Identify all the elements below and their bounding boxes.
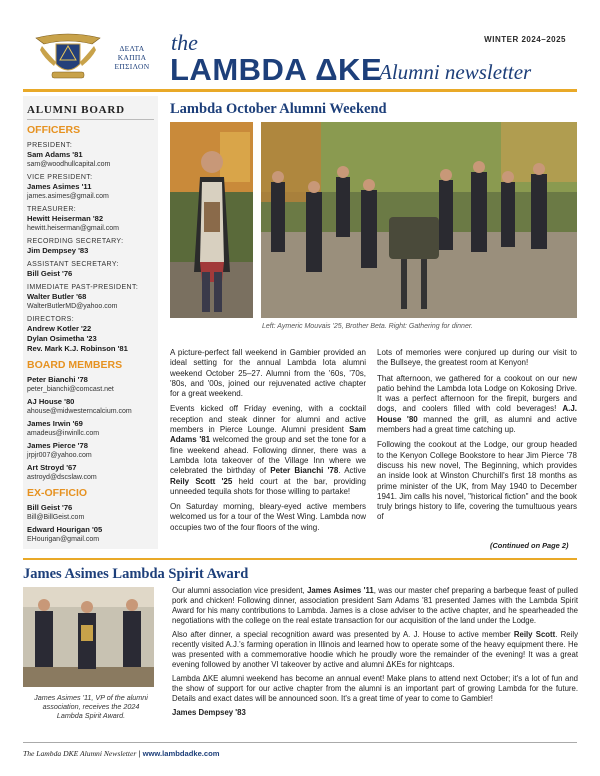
paragraph: Events kicked off Friday evening, with a cocktail reception and steak dinner for alumni and active members in Pierce Lounge. Alumni president Sam Adams '81 welcomed the group and set the tone for a fine weekend ahead. Following dinner, there was a Lambda Iota takeover of the Village Inn where we celebrated the birthday of Peter Bianchi '78. Active Reily Scott '25 held court at the bar, providing unneeded tequila shots for those willing to partake! <box>170 404 367 496</box>
ex-officio-name: Bill Geist '76 <box>27 503 73 512</box>
paragraph: Lots of memories were conjured up during our visit to the Bullseye, the greatest room at Kenyon! <box>377 348 577 368</box>
weekend-photo-caption: Left: Aymeric Mouvais '25, Brother Beta. Right: Gathering for dinner. <box>262 323 473 330</box>
officer-name: Jim Dempsey '83 <box>27 246 89 255</box>
weekend-column-1 <box>170 348 366 538</box>
board-member-name: AJ House '80 <box>27 397 75 406</box>
section-divider <box>23 558 577 560</box>
officer-role: RECORDING SECRETARY: <box>27 238 124 245</box>
masthead-divider <box>23 89 577 92</box>
alumni-board-sidebar <box>23 96 158 549</box>
masthead-title: LAMBDA ΔKE <box>170 52 383 87</box>
officer-role: IMMEDIATE PAST-PRESIDENT: <box>27 284 139 291</box>
photo-aymeric-mouvais <box>170 122 253 318</box>
highlighted-name: A.J. House '80 <box>377 404 577 424</box>
continued-on-page-2: (Continued on Page 2) <box>490 541 569 550</box>
officer-email[interactable]: james.asimes@gmail.com <box>27 193 109 200</box>
fraternity-crest-logo <box>32 32 104 82</box>
officer-role: ASSISTANT SECRETARY: <box>27 261 119 268</box>
masthead-the: the <box>171 30 198 55</box>
officer-email[interactable]: hewitt.heiserman@gmail.com <box>27 225 119 232</box>
officer-name: Bill Geist '76 <box>27 269 73 278</box>
photo-gathering-for-dinner <box>261 122 577 318</box>
officer-role: TREASURER: <box>27 206 77 213</box>
masthead-subtitle: Alumni newsletter <box>379 60 532 84</box>
ex-officio-heading: EX-OFFICIO <box>27 487 88 499</box>
footer-website-link[interactable]: www.lambdadke.com <box>142 749 220 758</box>
director-name: Dylan Osimetha '23 <box>27 334 97 343</box>
highlighted-name: James Asimes '11 <box>307 586 374 595</box>
paragraph: On Saturday morning, bleary-eyed active members welcomed us for a tour of the West Wing. Lambda now occupies two of the four floors of the wing. <box>170 502 366 532</box>
board-member-email[interactable]: ahouse@midwesterncalcium.com <box>27 408 132 415</box>
sidebar-heading: ALUMNI BOARD <box>27 100 154 120</box>
crest-greek-text: ΔΕΛΤΑ ΚΑΠΠΑ ΕΠΣΙΛΟΝ <box>114 44 150 71</box>
photo-award-presentation <box>23 587 154 687</box>
board-members-heading: BOARD MEMBERS <box>27 359 123 371</box>
footer-separator: | <box>138 749 141 758</box>
paragraph: Lambda ΔKE alumni weekend has become an annual event! Make plans to attend next October; it's a lot of fun and the show of support for our active chapter from the alumni is an important part of growing Lambda for the future. Details and exact dates will be announced soon. It's a great time of year to come to Gambier! <box>172 674 578 703</box>
board-member-email[interactable]: astroyd@dscslaw.com <box>27 474 97 481</box>
director-name: Rev. Mark K.J. Robinson '81 <box>27 344 128 353</box>
highlighted-name: Peter Bianchi '78 <box>270 466 339 476</box>
board-member-name: James Pierce '78 <box>27 441 88 450</box>
paragraph: Following the cookout at the Lodge, our group headed to the Kenyon College Bookstore to hear Jim Pierce '78 discuss his new novel, The Beginning, which provides an inside look at Winston Churchill's first 18 months as prime minister of the UK, from May 1940 to December 1941. Jim calls his novel, "historical fiction" and the book truly brings history to life, covering the tumultuous years of <box>377 440 578 522</box>
officer-role: PRESIDENT: <box>27 142 73 149</box>
paragraph: Also after dinner, a special recognition award was presented by A. J. House to active member Reily Scott. Reily recently visited A.J.'s farming operation in Illinois and learned how to operate some of the heavy equipment there. He was presented with a commemorative hoodie which he proudly wore the remainder of the evening! It was a great evening followed by another VI takeover by active and alumni ΔKEs for nightcaps. <box>172 630 578 669</box>
award-article <box>172 586 578 722</box>
footer-publication: The Lambda DKE Alumni Newsletter <box>23 749 137 758</box>
ex-officio-email[interactable]: EHourigan@gmail.com <box>27 536 100 543</box>
highlighted-name: Sam Adams '81 <box>170 425 366 445</box>
officer-name: Sam Adams '81 <box>27 150 83 159</box>
footer <box>23 749 220 758</box>
author-signature: James Dempsey '83 <box>172 708 246 717</box>
issue-date: WINTER 2024–2025 <box>484 35 566 44</box>
officer-name: Hewitt Heiserman '82 <box>27 214 104 223</box>
ex-officio-name: Edward Hourigan '05 <box>27 525 103 534</box>
officer-name: Walter Butler '68 <box>27 292 87 301</box>
footer-divider <box>23 742 577 743</box>
officer-email[interactable]: sam@woodhullcapital.com <box>27 161 111 168</box>
weekend-section-title: Lambda October Alumni Weekend <box>170 101 387 117</box>
director-name: Andrew Kotler '22 <box>27 324 92 333</box>
board-member-email[interactable]: amadeus@irwinllc.com <box>27 430 100 437</box>
officers-heading: OFFICERS <box>27 124 81 136</box>
highlighted-name: Reily Scott '25 <box>170 476 233 486</box>
officer-email[interactable]: WalterButlerMD@yahoo.com <box>27 303 118 310</box>
highlighted-name: Reily Scott <box>513 630 556 639</box>
board-member-email[interactable]: jrpjr007@yahoo.com <box>27 452 92 459</box>
directors-role: DIRECTORS: <box>27 316 75 323</box>
paragraph: A picture-perfect fall weekend in Gambier provided an ideal setting for the annual Lambda Iota alumni weekend October 25–27. Alumni from the '60s, '70s, '80s, and '00s, joined our rejuvenated active chapter for a great weekend. <box>170 348 366 399</box>
board-member-name: James Irwin '69 <box>27 419 83 428</box>
weekend-column-2 <box>377 348 577 528</box>
ex-officio-email[interactable]: Bill@BillGeist.com <box>27 514 85 521</box>
award-photo-caption: James Asimes '11, VP of the alumni association, receives the 2024 Lambda Spirit Award. <box>34 693 148 720</box>
board-member-email[interactable]: peter_bianchi@comcast.net <box>27 386 114 393</box>
board-member-name: Peter Bianchi '78 <box>27 375 88 384</box>
paragraph: Our alumni association vice president, James Asimes '11, was our master chef preparing a barbeque feast of pulled pork and chicken! Following dinner, association president Sam Adams '81 presented James with the Lambda Spirit Award for his many contributions to Lambda. James is a close adviser to the active chapter, and he spearheaded the negotiations with the college on the real estate transaction for our acquisition of the land under the Lodge. <box>172 586 578 625</box>
award-section-title: James Asimes Lambda Spirit Award <box>23 566 249 582</box>
officer-role: VICE PRESIDENT: <box>27 174 93 181</box>
officer-name: James Asimes '11 <box>27 182 92 191</box>
paragraph: That afternoon, we gathered for a cookout on our new patio behind the Lambda Iota Lodge on Kokosing Drive. It was a perfect afternoon for the firepit, burgers and dogs, and coolers filled with cold beverages! A.J. House '80 manned the grill, as alumni and active members had a great time catching up. <box>377 373 577 435</box>
board-member-name: Art Stroyd '67 <box>27 463 77 472</box>
